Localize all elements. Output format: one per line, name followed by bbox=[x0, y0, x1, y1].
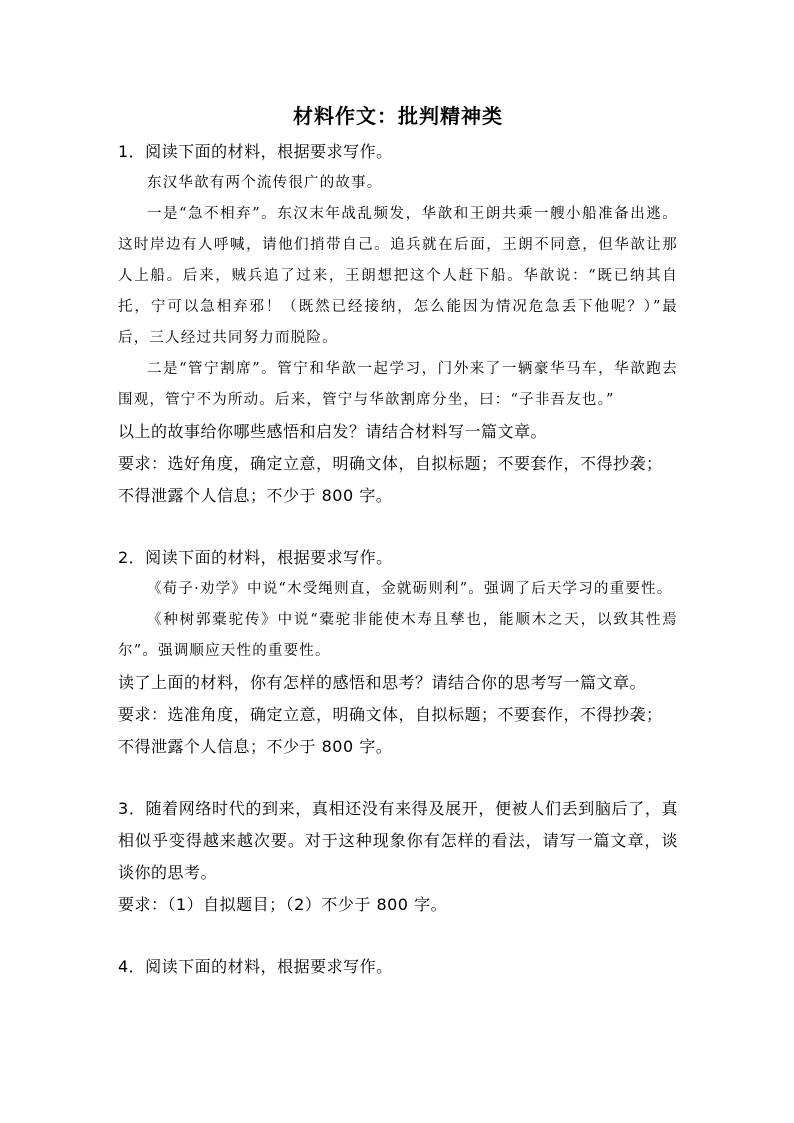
material-paragraph: 《荀子·劝学》中说“木受绳则直，金就砺则利”。强调了后天学习的重要性。 bbox=[147, 581, 673, 597]
question-4-heading: 4．阅读下面的材料，根据要求写作。 bbox=[118, 957, 393, 976]
document-page bbox=[118, 100, 678, 983]
question-1 bbox=[118, 136, 678, 512]
question-4 bbox=[118, 951, 678, 983]
question-3-text: 3．随着网络时代的到来，真相还没有来得及展开，便被人们丢到脑后了，真相似乎变得越来越次要。对于这种现象你有怎样的看法，请写一篇文章，谈谈你的思考。 bbox=[118, 799, 678, 882]
section-gap bbox=[118, 512, 678, 542]
material-paragraph: 二是“管宁割席”。管宁和华歆一起学习，门外来了一辆豪华马车，华歆跑去围观，管宁不为所动。后来，管宁与华歆割席分坐，曰：“子非吾友也。” bbox=[118, 361, 678, 408]
material-paragraph: 东汉华歆有两个流传很广的故事。 bbox=[147, 175, 383, 191]
question-3 bbox=[118, 793, 678, 921]
question-1-requirements: 要求：选好角度，确定立意，明确文体，自拟标题；不要套作，不得抄袭；不得泄露个人信息；不少于 800 字。 bbox=[118, 454, 663, 505]
section-gap bbox=[118, 763, 678, 793]
document-title: 材料作文：批判精神类 bbox=[293, 104, 503, 128]
section-gap bbox=[118, 921, 678, 951]
question-1-material bbox=[118, 168, 678, 416]
question-2-heading: 2．阅读下面的材料，根据要求写作。 bbox=[118, 548, 393, 567]
question-2-material bbox=[118, 574, 678, 667]
question-2 bbox=[118, 542, 678, 763]
material-paragraph: 一是“急不相弃”。东汉末年战乱频发，华歆和王朗共乘一艘小船准备出逃。这时岸边有人呼喊，请他们捎带自己。追兵就在后面，王朗不同意，但华歆让那人上船。后来，贼兵追了过来，王朗想把这个人赶下船。华歆说：“既已纳其自托，宁可以急相弃邪！（既然已经接纳，怎么能因为情况危急丢下他呢？）”最后，三人经过共同努力而脱险。 bbox=[118, 206, 678, 346]
question-3-requirements: 要求：（1）自拟题目；（2）不少于 800 字。 bbox=[118, 895, 448, 914]
question-2-prompt: 读了上面的材料，你有怎样的感悟和思考？请结合你的思考写一篇文章。 bbox=[118, 673, 647, 692]
material-paragraph: 《种树郭橐驼传》中说“橐驼非能使木寿且孳也，能顺木之天，以致其性焉尔”。强调顺应天性的重要性。 bbox=[118, 612, 678, 659]
question-1-prompt: 以上的故事给你哪些感悟和启发？请结合材料写一篇文章。 bbox=[118, 422, 548, 441]
question-1-heading: 1．阅读下面的材料，根据要求写作。 bbox=[118, 142, 393, 161]
question-2-requirements: 要求：选准角度，确定立意，明确文体，自拟标题；不要套作，不得抄袭；不得泄露个人信息；不少于 800 字。 bbox=[118, 705, 663, 756]
